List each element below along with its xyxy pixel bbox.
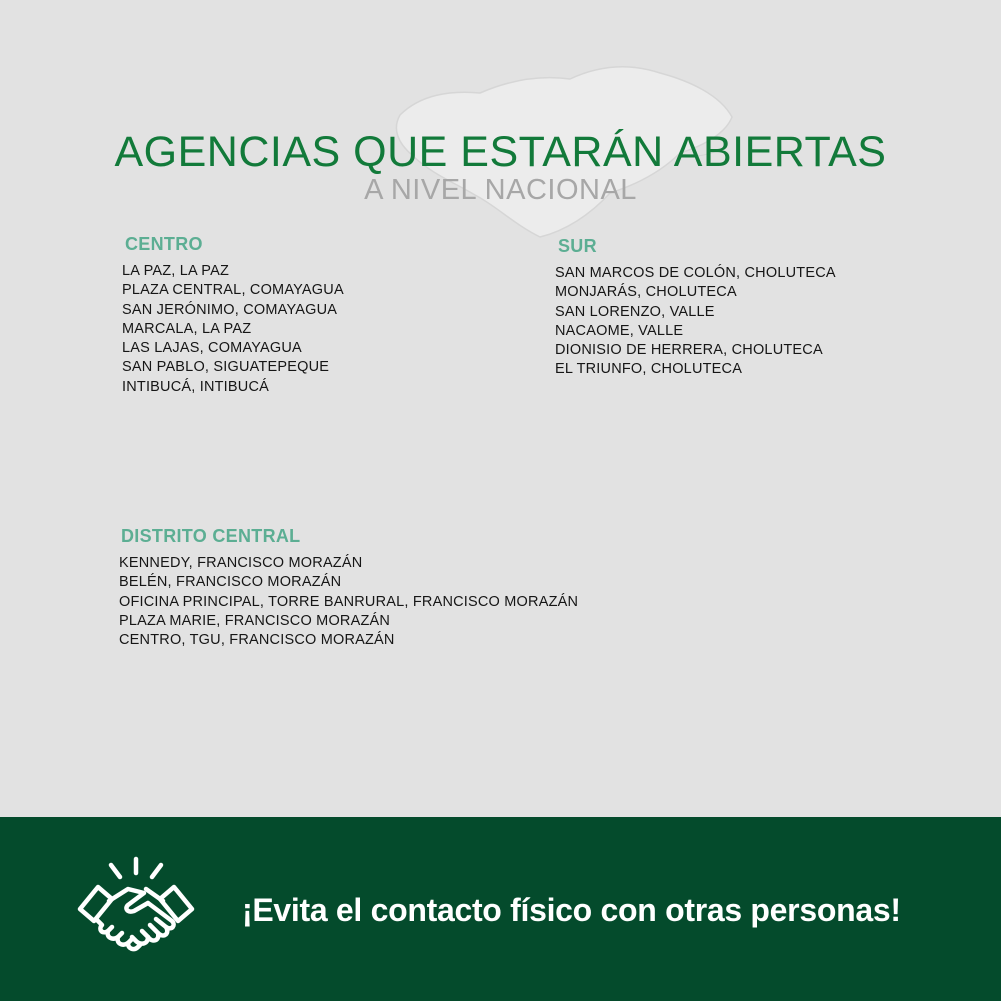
list-item: DIONISIO DE HERRERA, CHOLUTECA xyxy=(555,342,823,359)
region-heading: CENTRO xyxy=(125,234,203,254)
handshake-icon xyxy=(76,855,196,973)
region-sur xyxy=(555,236,836,380)
list-item: SAN PABLO, SIGUATEPEQUE xyxy=(122,359,330,376)
list-item: EL TRIUNFO, CHOLUTECA xyxy=(555,361,743,378)
list-item: NACAOME, VALLE xyxy=(555,322,684,339)
region-heading: DISTRITO CENTRAL xyxy=(121,526,301,546)
list-item: SAN MARCOS DE COLÓN, CHOLUTECA xyxy=(555,265,836,281)
region-distrito-central xyxy=(119,526,578,650)
page-subtitle: A NIVEL NACIONAL xyxy=(364,174,637,206)
list-item: KENNEDY, FRANCISCO MORAZÁN xyxy=(119,555,363,571)
list-item: INTIBUCÁ, INTIBUCÁ xyxy=(122,378,269,395)
agency-list xyxy=(555,264,836,380)
list-item: PLAZA CENTRAL, COMAYAGUA xyxy=(122,282,344,299)
agency-list xyxy=(119,554,578,650)
list-item: SAN JERÓNIMO, COMAYAGUA xyxy=(122,301,338,318)
list-item: PLAZA MARIE, FRANCISCO MORAZÁN xyxy=(119,612,391,629)
list-item: BELÉN, FRANCISCO MORAZÁN xyxy=(119,574,342,591)
list-item: MARCALA, LA PAZ xyxy=(122,320,252,337)
page-title: AGENCIAS QUE ESTARÁN ABIERTAS xyxy=(114,128,887,176)
list-item: MONJARÁS, CHOLUTECA xyxy=(555,284,737,301)
region-centro xyxy=(122,234,344,397)
list-item: OFICINA PRINCIPAL, TORRE BANRURAL, FRANCISCO MORAZÁN xyxy=(119,593,579,610)
list-item: CENTRO, TGU, FRANCISCO MORAZÁN xyxy=(119,632,395,649)
footer-banner xyxy=(0,817,1001,1001)
list-item: SAN LORENZO, VALLE xyxy=(555,303,715,320)
footer-message: ¡Evita el contacto físico con otras personas! xyxy=(242,892,901,928)
list-item: LA PAZ, LA PAZ xyxy=(122,263,230,279)
region-heading: SUR xyxy=(558,236,597,256)
agency-list xyxy=(122,262,344,397)
list-item: LAS LAJAS, COMAYAGUA xyxy=(122,340,302,357)
